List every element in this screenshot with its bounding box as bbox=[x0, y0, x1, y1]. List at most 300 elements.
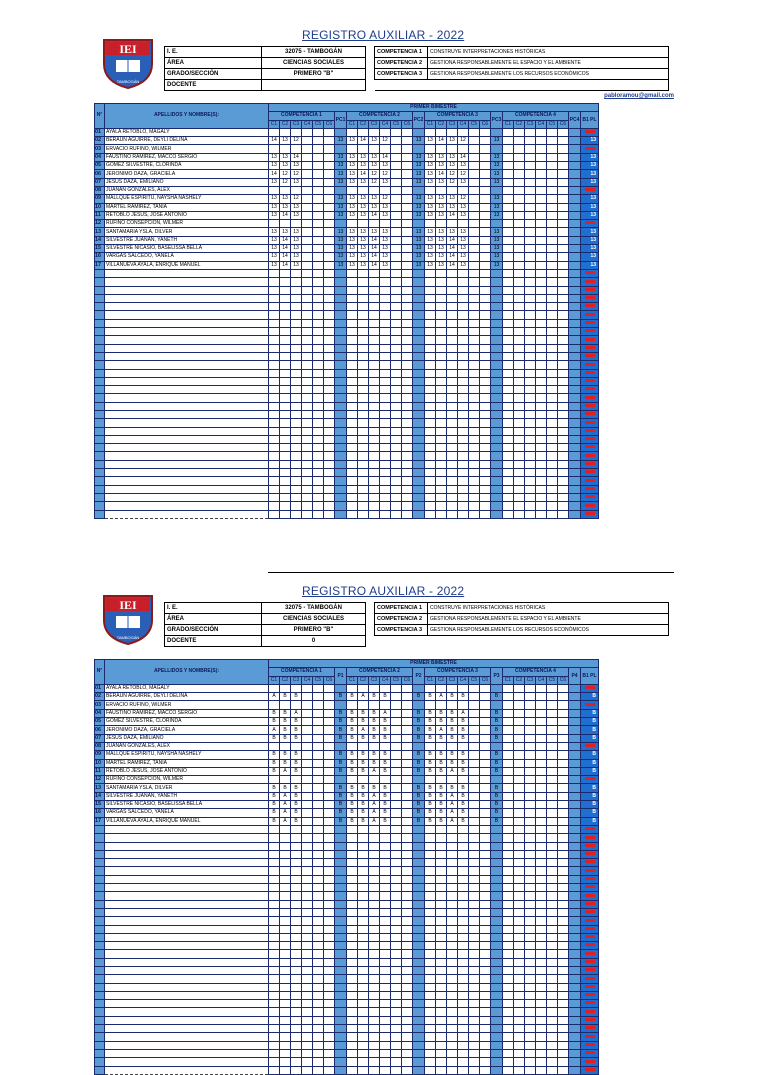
grade-cell bbox=[503, 742, 514, 750]
grade-cell: 14 bbox=[447, 253, 458, 261]
pc-cell bbox=[335, 1058, 347, 1066]
grade-cell: 12 bbox=[280, 170, 291, 178]
grade-cell bbox=[469, 759, 480, 767]
pc-cell: 13 bbox=[413, 203, 425, 211]
table-row bbox=[95, 817, 599, 825]
grade-cell bbox=[503, 386, 514, 394]
grade-cell bbox=[425, 776, 436, 784]
grade-cell bbox=[547, 469, 558, 477]
grade-cell bbox=[458, 684, 469, 692]
grade-cell bbox=[458, 1066, 469, 1074]
grade-cell: 13 bbox=[425, 203, 436, 211]
grade-cell bbox=[302, 460, 313, 468]
grade-cell bbox=[514, 493, 525, 501]
grade-cell bbox=[358, 493, 369, 501]
pc-cell bbox=[413, 842, 425, 850]
grade-cell bbox=[480, 162, 491, 170]
grade-cell bbox=[391, 303, 402, 311]
grade-cell bbox=[291, 344, 302, 352]
grade-cell bbox=[447, 286, 458, 294]
grade-cell bbox=[547, 128, 558, 136]
grade-cell: 13 bbox=[358, 228, 369, 236]
grade-cell bbox=[402, 751, 413, 759]
grade-cell bbox=[380, 328, 391, 336]
table-row bbox=[95, 958, 599, 966]
empty-mark-icon bbox=[585, 877, 595, 880]
grade-cell bbox=[347, 220, 358, 228]
grade-cell bbox=[525, 145, 536, 153]
grade-cell bbox=[536, 867, 547, 875]
grade-cell bbox=[514, 709, 525, 717]
grade-cell bbox=[302, 145, 313, 153]
grade-cell bbox=[469, 419, 480, 427]
grade-cell bbox=[369, 410, 380, 418]
comp1-value: CONSTRUYE INTERPRETACIONES HISTÓRICAS bbox=[428, 603, 669, 614]
grade-cell bbox=[425, 842, 436, 850]
grade-cell bbox=[391, 186, 402, 194]
grade-cell: 13 bbox=[269, 261, 280, 269]
grade-cell bbox=[536, 269, 547, 277]
pc-cell bbox=[569, 328, 581, 336]
grade-cell bbox=[558, 975, 569, 983]
grade-cell: B bbox=[425, 734, 436, 742]
grade-cell bbox=[358, 1033, 369, 1041]
empty-mark-icon bbox=[585, 910, 595, 913]
grade-cell: 13 bbox=[425, 211, 436, 219]
grade-cell bbox=[514, 245, 525, 253]
grade-cell bbox=[291, 1066, 302, 1074]
grade-cell bbox=[514, 211, 525, 219]
grade-cell: A bbox=[358, 693, 369, 701]
pc-cell: B bbox=[413, 801, 425, 809]
grade-cell bbox=[536, 950, 547, 958]
grade-cell bbox=[302, 859, 313, 867]
pc-cell bbox=[491, 933, 503, 941]
final-grade-cell: 13 bbox=[581, 211, 599, 219]
email-link[interactable]: pabloramou@gmail.com bbox=[604, 93, 674, 99]
pc-cell: 13 bbox=[413, 253, 425, 261]
grade-cell bbox=[302, 842, 313, 850]
grade-cell: 12 bbox=[291, 170, 302, 178]
table-row bbox=[95, 170, 599, 178]
grade-cell: 14 bbox=[280, 253, 291, 261]
grade-cell bbox=[358, 278, 369, 286]
empty-mark-icon bbox=[585, 354, 595, 357]
grade-cell bbox=[358, 900, 369, 908]
final-grade-cell bbox=[581, 427, 599, 435]
grade-cell bbox=[324, 510, 335, 518]
grade-cell bbox=[347, 410, 358, 418]
grade-cell bbox=[402, 859, 413, 867]
student-name bbox=[105, 460, 269, 468]
final-grade-cell: B bbox=[581, 792, 599, 800]
pc-cell bbox=[413, 361, 425, 369]
grade-cell bbox=[291, 1049, 302, 1057]
grade-cell bbox=[458, 128, 469, 136]
grade-cell bbox=[269, 1041, 280, 1049]
grade-cell bbox=[358, 684, 369, 692]
grade-cell: B bbox=[425, 801, 436, 809]
grade-cell: 13 bbox=[291, 245, 302, 253]
student-name bbox=[105, 1000, 269, 1008]
grade-cell bbox=[503, 991, 514, 999]
grade-cell bbox=[302, 377, 313, 385]
grade-cell bbox=[369, 1041, 380, 1049]
grade-cell bbox=[280, 966, 291, 974]
empty-mark-icon bbox=[585, 147, 595, 150]
row-number bbox=[95, 460, 105, 468]
grade-cell: 14 bbox=[280, 261, 291, 269]
competencia-header: COMPETENCIA 4 bbox=[503, 668, 569, 676]
grade-cell bbox=[269, 328, 280, 336]
grade-cell bbox=[536, 1058, 547, 1066]
student-name bbox=[105, 444, 269, 452]
pc-cell: 13 bbox=[335, 137, 347, 145]
grade-cell bbox=[380, 884, 391, 892]
sheet-title: REGISTRO AUXILIAR - 2022 bbox=[302, 584, 465, 598]
grade-cell bbox=[369, 900, 380, 908]
empty-mark-icon bbox=[585, 827, 595, 830]
grade-cell bbox=[402, 1025, 413, 1033]
grade-cell bbox=[525, 701, 536, 709]
grade-cell bbox=[391, 908, 402, 916]
table-row bbox=[95, 386, 599, 394]
final-grade-cell bbox=[581, 278, 599, 286]
pc-cell: 13 bbox=[413, 137, 425, 145]
row-number bbox=[95, 485, 105, 493]
capacidad-header: C5 bbox=[391, 120, 402, 128]
grade-cell: B bbox=[458, 693, 469, 701]
grade-cell bbox=[536, 942, 547, 950]
grade-cell bbox=[525, 377, 536, 385]
capacidad-header: C5 bbox=[313, 676, 324, 684]
capacidad-header: C5 bbox=[469, 676, 480, 684]
row-number: 02 bbox=[95, 137, 105, 145]
pc-cell: B bbox=[335, 759, 347, 767]
grade-cell bbox=[324, 759, 335, 767]
grade-cell bbox=[469, 278, 480, 286]
grade-cell bbox=[436, 286, 447, 294]
pc-cell bbox=[569, 734, 581, 742]
pc-cell: B bbox=[335, 784, 347, 792]
grade-cell bbox=[503, 377, 514, 385]
grade-cell bbox=[458, 859, 469, 867]
grade-cell bbox=[347, 386, 358, 394]
final-grade-cell bbox=[581, 145, 599, 153]
empty-mark-icon bbox=[585, 288, 595, 291]
grade-cell bbox=[547, 859, 558, 867]
grade-cell: B bbox=[458, 767, 469, 775]
pc-cell bbox=[335, 1066, 347, 1074]
pc-cell bbox=[569, 211, 581, 219]
grade-cell bbox=[291, 867, 302, 875]
grade-cell bbox=[369, 884, 380, 892]
final-grade-cell: B bbox=[581, 751, 599, 759]
student-name bbox=[105, 294, 269, 302]
grade-cell bbox=[380, 983, 391, 991]
grade-cell bbox=[514, 1049, 525, 1057]
grade-cell bbox=[558, 427, 569, 435]
table-row bbox=[95, 850, 599, 858]
grade-cell bbox=[280, 386, 291, 394]
empty-mark-icon bbox=[585, 993, 595, 996]
grade-cell bbox=[369, 427, 380, 435]
pc-cell bbox=[413, 867, 425, 875]
grade-cell bbox=[391, 419, 402, 427]
empty-mark-icon bbox=[585, 919, 595, 922]
grade-cell bbox=[480, 1008, 491, 1016]
grade-cell bbox=[536, 203, 547, 211]
empty-mark-icon bbox=[585, 902, 595, 905]
grade-cell bbox=[503, 776, 514, 784]
grade-cell bbox=[347, 444, 358, 452]
grade-cell bbox=[469, 128, 480, 136]
grade-cell bbox=[302, 767, 313, 775]
grade-cell: B bbox=[369, 693, 380, 701]
grade-cell bbox=[514, 344, 525, 352]
comp1-label: COMPETENCIA 1 bbox=[375, 47, 428, 58]
grade-cell bbox=[425, 966, 436, 974]
pc-cell bbox=[413, 278, 425, 286]
table-row bbox=[95, 842, 599, 850]
empty-mark-icon bbox=[585, 504, 595, 507]
grade-cell bbox=[503, 809, 514, 817]
grade-cell bbox=[369, 419, 380, 427]
grade-cell bbox=[425, 220, 436, 228]
grade-cell bbox=[514, 942, 525, 950]
grade-cell bbox=[280, 186, 291, 194]
student-name bbox=[105, 394, 269, 402]
grade-cell: B bbox=[436, 767, 447, 775]
grade-cell bbox=[425, 128, 436, 136]
pc-cell: 13 bbox=[491, 153, 503, 161]
pc-cell bbox=[335, 444, 347, 452]
table-row bbox=[95, 975, 599, 983]
grade-cell bbox=[425, 303, 436, 311]
table-row bbox=[95, 444, 599, 452]
grade-cell: 13 bbox=[291, 162, 302, 170]
grade-cell: 14 bbox=[269, 137, 280, 145]
student-name bbox=[105, 286, 269, 294]
grade-cell bbox=[324, 825, 335, 833]
grade-cell bbox=[425, 950, 436, 958]
table-row bbox=[95, 319, 599, 327]
pc-cell bbox=[569, 850, 581, 858]
grade-cell bbox=[514, 128, 525, 136]
empty-mark-icon bbox=[585, 495, 595, 498]
grade-cell bbox=[525, 361, 536, 369]
grade-cell bbox=[480, 825, 491, 833]
row-number: 13 bbox=[95, 228, 105, 236]
grade-cell: A bbox=[447, 809, 458, 817]
grade-cell: B bbox=[347, 817, 358, 825]
grade-cell bbox=[369, 917, 380, 925]
grade-cell bbox=[558, 983, 569, 991]
grade-cell bbox=[503, 825, 514, 833]
grade-cell bbox=[425, 908, 436, 916]
col-header-names: APELLIDOS Y NOMBRE(S): bbox=[105, 660, 269, 685]
grade-cell bbox=[558, 684, 569, 692]
empty-mark-icon bbox=[585, 935, 595, 938]
grade-cell bbox=[558, 1066, 569, 1074]
grade-cell bbox=[402, 253, 413, 261]
grade-cell bbox=[324, 1008, 335, 1016]
final-grade-cell: B bbox=[581, 693, 599, 701]
pc-cell bbox=[413, 303, 425, 311]
grade-cell bbox=[313, 742, 324, 750]
grade-cell bbox=[514, 419, 525, 427]
grade-cell bbox=[503, 211, 514, 219]
grade-cell: 13 bbox=[280, 195, 291, 203]
grade-cell bbox=[458, 900, 469, 908]
grade-cell bbox=[425, 294, 436, 302]
grade-cell bbox=[514, 195, 525, 203]
grade-cell bbox=[313, 983, 324, 991]
grade-cell bbox=[469, 884, 480, 892]
grade-cell bbox=[480, 261, 491, 269]
grade-cell bbox=[280, 419, 291, 427]
grade-cell bbox=[503, 228, 514, 236]
grade-cell bbox=[291, 493, 302, 501]
grade-cell bbox=[525, 942, 536, 950]
grade-cell bbox=[391, 311, 402, 319]
grade-cell bbox=[469, 145, 480, 153]
capacidad-header: C3 bbox=[525, 676, 536, 684]
grade-cell: B bbox=[436, 734, 447, 742]
final-grade-cell bbox=[581, 286, 599, 294]
grade-cell bbox=[347, 311, 358, 319]
empty-mark-icon bbox=[585, 1043, 595, 1046]
grade-cell bbox=[269, 859, 280, 867]
table-row bbox=[95, 718, 599, 726]
grade-cell bbox=[536, 801, 547, 809]
grade-cell bbox=[425, 859, 436, 867]
pc-cell bbox=[413, 850, 425, 858]
grade-cell bbox=[347, 460, 358, 468]
grade-cell bbox=[313, 975, 324, 983]
grade-cell bbox=[503, 311, 514, 319]
pc-cell: B bbox=[413, 718, 425, 726]
row-number bbox=[95, 850, 105, 858]
grade-cell bbox=[280, 361, 291, 369]
grade-cell bbox=[402, 1008, 413, 1016]
grade-cell bbox=[458, 966, 469, 974]
grade-cell bbox=[480, 460, 491, 468]
final-grade-cell bbox=[581, 294, 599, 302]
grade-cell bbox=[436, 361, 447, 369]
grade-cell bbox=[324, 726, 335, 734]
empty-mark-icon bbox=[585, 860, 595, 863]
grade-cell bbox=[447, 311, 458, 319]
grade-cell bbox=[514, 303, 525, 311]
pc-cell bbox=[413, 742, 425, 750]
grade-cell bbox=[469, 137, 480, 145]
table-row bbox=[95, 261, 599, 269]
final-grade-cell bbox=[581, 394, 599, 402]
pc-cell bbox=[569, 1033, 581, 1041]
table-row bbox=[95, 195, 599, 203]
grade-cell bbox=[525, 792, 536, 800]
empty-mark-icon bbox=[585, 1035, 595, 1038]
capacidad-header: C5 bbox=[313, 120, 324, 128]
student-name bbox=[105, 834, 269, 842]
grade-cell bbox=[503, 469, 514, 477]
grade-cell bbox=[525, 950, 536, 958]
grade-cell bbox=[324, 452, 335, 460]
pc-cell bbox=[413, 776, 425, 784]
grade-cell bbox=[369, 825, 380, 833]
grade-cell: 14 bbox=[291, 153, 302, 161]
pc-cell: 13 bbox=[491, 211, 503, 219]
grade-cell bbox=[514, 842, 525, 850]
grade-cell bbox=[547, 925, 558, 933]
grade-cell bbox=[458, 1058, 469, 1066]
grade-cell bbox=[347, 419, 358, 427]
grade-cell bbox=[547, 286, 558, 294]
grade-cell bbox=[313, 269, 324, 277]
grade-cell bbox=[514, 319, 525, 327]
grade-cell bbox=[291, 377, 302, 385]
grade-cell bbox=[525, 801, 536, 809]
grade-cell bbox=[447, 328, 458, 336]
grade-cell bbox=[536, 444, 547, 452]
pc-cell bbox=[569, 701, 581, 709]
grade-cell bbox=[313, 801, 324, 809]
grade-cell bbox=[402, 776, 413, 784]
grade-cell: B bbox=[358, 718, 369, 726]
grade-cell bbox=[525, 344, 536, 352]
pc-cell bbox=[335, 352, 347, 360]
grade-cell bbox=[391, 875, 402, 883]
row-number bbox=[95, 867, 105, 875]
grade-cell bbox=[480, 510, 491, 518]
capacidad-header: C4 bbox=[380, 120, 391, 128]
grade-cell bbox=[358, 485, 369, 493]
grade-cell bbox=[302, 228, 313, 236]
grade-cell bbox=[469, 477, 480, 485]
area-label: ÁREA bbox=[165, 614, 262, 625]
table-row bbox=[95, 734, 599, 742]
table-row bbox=[95, 933, 599, 941]
grade-cell bbox=[391, 718, 402, 726]
grade-cell bbox=[391, 825, 402, 833]
grade-cell: 12 bbox=[447, 170, 458, 178]
grade-cell bbox=[369, 684, 380, 692]
grade-cell bbox=[469, 834, 480, 842]
grade-cell bbox=[558, 220, 569, 228]
grade-cell bbox=[558, 933, 569, 941]
table-row bbox=[95, 253, 599, 261]
grade-cell bbox=[313, 153, 324, 161]
grade-cell bbox=[525, 303, 536, 311]
grade-cell bbox=[302, 892, 313, 900]
grade-cell bbox=[514, 1066, 525, 1074]
grade-cell bbox=[302, 236, 313, 244]
grade-cell bbox=[324, 900, 335, 908]
grade-cell bbox=[525, 386, 536, 394]
grade-cell bbox=[347, 361, 358, 369]
grade-cell bbox=[514, 966, 525, 974]
grade-cell bbox=[347, 842, 358, 850]
pc-cell bbox=[491, 303, 503, 311]
pc-cell: B bbox=[413, 726, 425, 734]
final-grade-cell bbox=[581, 1049, 599, 1057]
pc-cell bbox=[413, 1008, 425, 1016]
pc-cell bbox=[413, 942, 425, 950]
grade-cell bbox=[269, 220, 280, 228]
grade-cell bbox=[369, 435, 380, 443]
final-grade-cell bbox=[581, 825, 599, 833]
